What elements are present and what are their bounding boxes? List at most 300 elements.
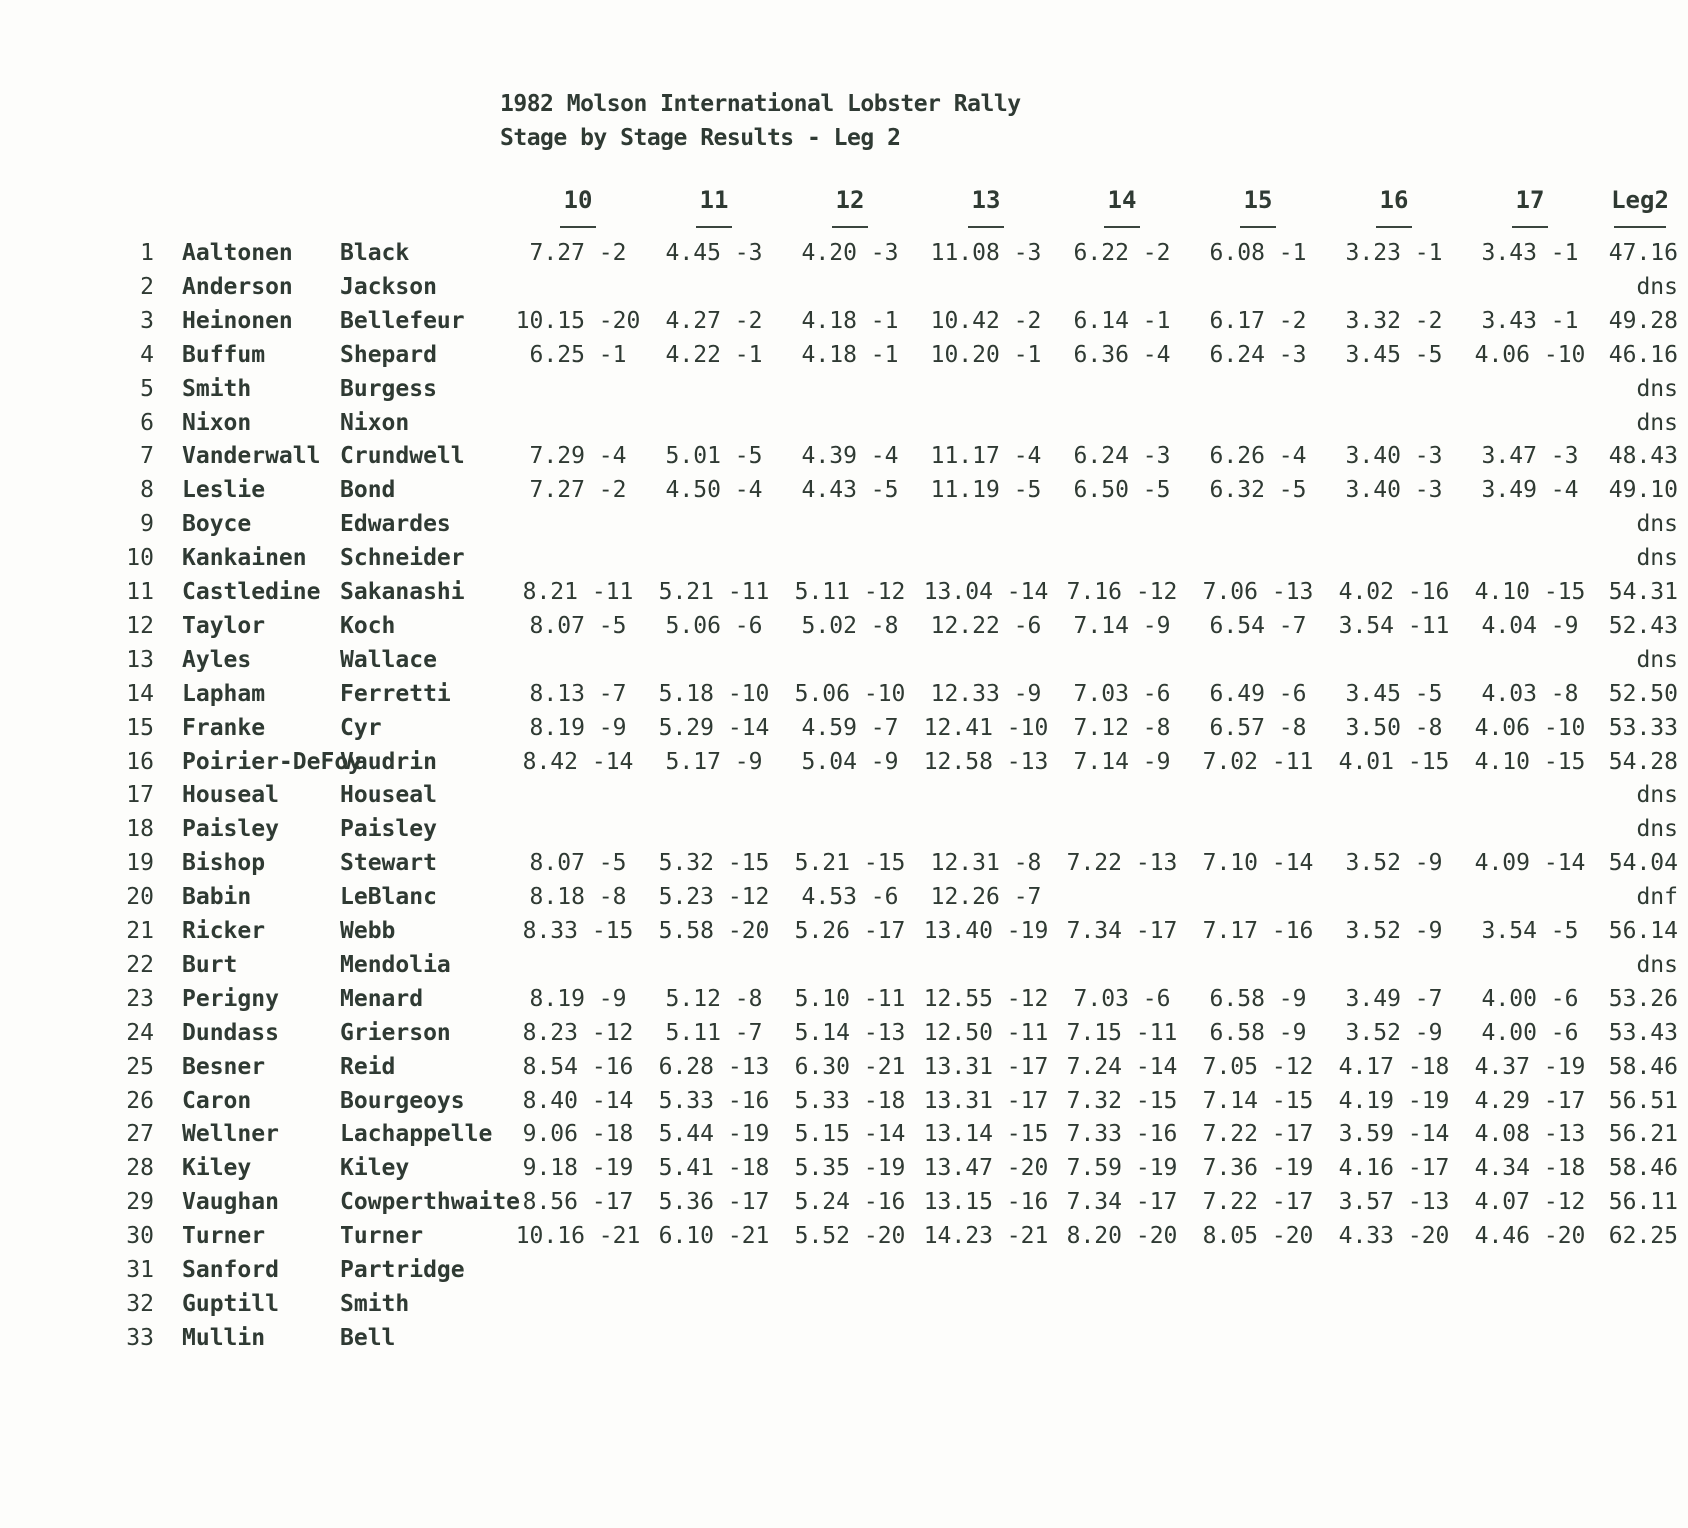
header-underline [968,226,1004,228]
stage-result: 10.15 -20 [515,308,641,334]
stage-result: 4.00 -6 [1481,1020,1579,1046]
stage-result: 5.44 -19 [658,1121,770,1147]
stage-result: 12.41 -10 [923,715,1049,741]
driver-name: Kiley [182,1155,252,1181]
stage-result: 6.50 -5 [1073,477,1171,503]
leg-total: 54.04 [1608,850,1678,876]
stage-result: 11.19 -5 [930,477,1042,503]
stage-result: 5.21 -15 [794,850,906,876]
stage-result: 9.06 -18 [522,1121,634,1147]
stage-result: 3.52 -9 [1345,918,1443,944]
stage-result: 5.11 -12 [794,579,906,605]
stage-result: 10.16 -21 [515,1223,641,1249]
driver-name: Burt [182,952,238,978]
stage-result: 3.52 -9 [1345,1020,1443,1046]
codriver-name: Houseal [340,782,437,808]
codriver-name: Sakanashi [340,579,465,605]
table-row [0,1219,1688,1253]
stage-result: 7.27 -2 [529,477,627,503]
stage-result: 5.58 -20 [658,918,770,944]
leg-total: 53.33 [1608,715,1678,741]
codriver-name: Turner [340,1223,424,1249]
codriver-name: LeBlanc [340,884,437,910]
leg-total: dns [1636,274,1678,300]
codriver-name: Koch [340,613,396,639]
stage-result: 5.04 -9 [801,749,899,775]
driver-name: Bishop [182,850,266,876]
table-row [0,236,1688,270]
stage-result: 7.03 -6 [1073,986,1171,1012]
codriver-name: Bourgeoys [340,1088,465,1114]
leg-total: 56.14 [1608,918,1678,944]
stage-result: 6.10 -21 [658,1223,770,1249]
header-underline [1614,226,1666,228]
stage-result: 7.05 -12 [1202,1054,1314,1080]
stage-header-label: 10 [563,186,593,214]
stage-result: 5.15 -14 [794,1121,906,1147]
driver-name: Franke [182,715,266,741]
stage-result: 4.08 -13 [1474,1121,1586,1147]
stage-result: 5.21 -11 [658,579,770,605]
stage-header-label: 11 [699,186,729,214]
stage-result: 8.07 -5 [529,613,627,639]
driver-name: Babin [182,884,252,910]
codriver-name: Ferretti [340,681,451,707]
leg-total: dns [1636,782,1678,808]
leg-total: 54.28 [1608,749,1678,775]
stage-result: 3.50 -8 [1345,715,1443,741]
stage-result: 6.22 -2 [1073,240,1171,266]
stage-result: 8.23 -12 [522,1020,634,1046]
stage-result: 7.15 -11 [1066,1020,1178,1046]
stage-result: 12.31 -8 [930,850,1042,876]
leg-total: 52.50 [1608,681,1678,707]
stage-header [644,186,784,228]
stage-result: 7.34 -17 [1066,918,1178,944]
stage-result: 4.59 -7 [801,715,899,741]
codriver-name: Webb [340,918,396,944]
stage-result: 6.08 -1 [1209,240,1307,266]
stage-result: 3.23 -1 [1345,240,1443,266]
driver-name: Heinonen [182,308,293,334]
car-number: 33 [126,1325,154,1351]
driver-name: Aaltonen [182,240,293,266]
stage-result: 3.54 -5 [1481,918,1579,944]
car-number: 20 [126,884,154,910]
leg-total: 53.43 [1608,1020,1678,1046]
car-number: 32 [126,1291,154,1317]
stage-result: 7.02 -11 [1202,749,1314,775]
car-number: 8 [140,477,154,503]
codriver-name: Paisley [340,816,437,842]
driver-name: Leslie [182,477,266,503]
leg-total: 46.16 [1608,342,1678,368]
stage-result: 6.49 -6 [1209,681,1307,707]
stage-result: 4.01 -15 [1338,749,1450,775]
stage-header-label: 16 [1379,186,1409,214]
table-row [0,1151,1688,1185]
stage-result: 12.33 -9 [930,681,1042,707]
stage-result: 6.57 -8 [1209,715,1307,741]
stage-result: 13.40 -19 [923,918,1049,944]
stage-result: 3.54 -11 [1338,613,1450,639]
stage-header-label: 14 [1107,186,1137,214]
leg-total: 62.25 [1608,1223,1678,1249]
stage-result: 7.27 -2 [529,240,627,266]
leg-total: dns [1636,410,1678,436]
stage-result: 7.34 -17 [1066,1189,1178,1215]
table-row [0,1016,1688,1050]
stage-result: 8.18 -8 [529,884,627,910]
codriver-name: Vaudrin [340,749,437,775]
stage-result: 4.18 -1 [801,342,899,368]
stage-result: 5.18 -10 [658,681,770,707]
leg-total: dns [1636,816,1678,842]
driver-name: Dundass [182,1020,279,1046]
header-underline [560,226,596,228]
stage-result: 7.06 -13 [1202,579,1314,605]
stage-header [508,186,648,228]
stage-result: 8.21 -11 [522,579,634,605]
stage-result: 7.10 -14 [1202,850,1314,876]
stage-result: 5.29 -14 [658,715,770,741]
car-number: 24 [126,1020,154,1046]
stage-result: 7.16 -12 [1066,579,1178,605]
table-row [0,541,1688,575]
driver-name: Perigny [182,986,279,1012]
stage-result: 7.36 -19 [1202,1155,1314,1181]
stage-result: 4.04 -9 [1481,613,1579,639]
car-number: 5 [140,376,154,402]
car-number: 15 [126,715,154,741]
table-row [0,1185,1688,1219]
stage-result: 4.43 -5 [801,477,899,503]
table-row [0,1050,1688,1084]
stage-result: 7.22 -17 [1202,1189,1314,1215]
driver-name: Poirier-DeFoy [182,749,363,775]
table-row [0,677,1688,711]
stage-result: 10.42 -2 [930,308,1042,334]
leg-total: 49.10 [1608,477,1678,503]
codriver-name: Partridge [340,1257,465,1283]
stage-result: 6.24 -3 [1073,443,1171,469]
stage-result: 8.13 -7 [529,681,627,707]
stage-result: 11.17 -4 [930,443,1042,469]
stage-result: 12.26 -7 [930,884,1042,910]
stage-result: 6.24 -3 [1209,342,1307,368]
car-number: 29 [126,1189,154,1215]
table-row [0,372,1688,406]
driver-name: Ayles [182,647,252,673]
stage-result: 3.47 -3 [1481,443,1579,469]
car-number: 22 [126,952,154,978]
stage-result: 5.01 -5 [665,443,763,469]
stage-result: 4.39 -4 [801,443,899,469]
stage-result: 13.31 -17 [923,1088,1049,1114]
codriver-name: Crundwell [340,443,465,469]
car-number: 21 [126,918,154,944]
stage-result: 3.40 -3 [1345,443,1443,469]
stage-result: 5.23 -12 [658,884,770,910]
codriver-name: Mendolia [340,952,451,978]
leg-total: 58.46 [1608,1155,1678,1181]
car-number: 2 [140,274,154,300]
leg-total: dnf [1636,884,1678,910]
stage-result: 4.34 -18 [1474,1155,1586,1181]
stage-result: 4.10 -15 [1474,579,1586,605]
stage-result: 4.27 -2 [665,308,763,334]
driver-name: Anderson [182,274,293,300]
stage-result: 5.26 -17 [794,918,906,944]
stage-result: 6.25 -1 [529,342,627,368]
stage-result: 13.15 -16 [923,1189,1049,1215]
codriver-name: Stewart [340,850,437,876]
stage-result: 3.40 -3 [1345,477,1443,503]
leg-total: 52.43 [1608,613,1678,639]
table-row [0,745,1688,779]
driver-name: Smith [182,376,252,402]
codriver-name: Smith [340,1291,410,1317]
leg-total: 58.46 [1608,1054,1678,1080]
stage-result: 7.59 -19 [1066,1155,1178,1181]
table-row [0,1084,1688,1118]
stage-result: 4.17 -18 [1338,1054,1450,1080]
stage-result: 13.31 -17 [923,1054,1049,1080]
stage-result: 8.20 -20 [1066,1223,1178,1249]
stage-result: 4.53 -6 [801,884,899,910]
table-row [0,880,1688,914]
header-underline [1376,226,1412,228]
stage-result: 6.54 -7 [1209,613,1307,639]
header-underline [696,226,732,228]
car-number: 28 [126,1155,154,1181]
stage-result: 4.19 -19 [1338,1088,1450,1114]
stage-header [1324,186,1464,228]
car-number: 23 [126,986,154,1012]
stage-result: 6.32 -5 [1209,477,1307,503]
table-row [0,439,1688,473]
driver-name: Taylor [182,613,266,639]
car-number: 4 [140,342,154,368]
document-title: 1982 Molson International Lobster Rally [500,91,1021,117]
leg-total: 53.26 [1608,986,1678,1012]
leg-total: 54.31 [1608,579,1678,605]
table-row [0,1253,1688,1287]
stage-result: 5.36 -17 [658,1189,770,1215]
header-underline [1240,226,1276,228]
driver-name: Paisley [182,816,279,842]
stage-result: 5.33 -18 [794,1088,906,1114]
table-row [0,948,1688,982]
codriver-name: Bell [340,1325,396,1351]
stage-result: 8.05 -20 [1202,1223,1314,1249]
car-number: 27 [126,1121,154,1147]
table-row [0,609,1688,643]
table-row [0,304,1688,338]
stage-result: 12.58 -13 [923,749,1049,775]
leg-total: 56.21 [1608,1121,1678,1147]
table-row [0,778,1688,812]
stage-result: 7.32 -15 [1066,1088,1178,1114]
car-number: 3 [140,308,154,334]
stage-result: 6.36 -4 [1073,342,1171,368]
stage-result: 7.17 -16 [1202,918,1314,944]
codriver-name: Wallace [340,647,437,673]
stage-result: 5.24 -16 [794,1189,906,1215]
stage-header [1052,186,1192,228]
car-number: 12 [126,613,154,639]
codriver-name: Schneider [340,545,465,571]
stage-result: 7.03 -6 [1073,681,1171,707]
car-number: 26 [126,1088,154,1114]
codriver-name: Cowperthwaite [340,1189,521,1215]
stage-result: 7.29 -4 [529,443,627,469]
stage-result: 4.06 -10 [1474,342,1586,368]
car-number: 19 [126,850,154,876]
stage-result: 6.26 -4 [1209,443,1307,469]
stage-result: 4.22 -1 [665,342,763,368]
stage-result: 12.22 -6 [930,613,1042,639]
table-row [0,1117,1688,1151]
stage-result: 8.19 -9 [529,986,627,1012]
stage-result: 8.56 -17 [522,1189,634,1215]
stage-result: 6.14 -1 [1073,308,1171,334]
driver-name: Nixon [182,410,252,436]
stage-result: 3.45 -5 [1345,342,1443,368]
stage-result: 8.07 -5 [529,850,627,876]
header-underline [1512,226,1548,228]
car-number: 9 [140,511,154,537]
stage-result: 8.33 -15 [522,918,634,944]
stage-result: 4.18 -1 [801,308,899,334]
stage-header [780,186,920,228]
stage-result: 5.14 -13 [794,1020,906,1046]
table-row [0,982,1688,1016]
stage-result: 3.43 -1 [1481,240,1579,266]
leg-total-header-label: Leg2 [1611,186,1669,214]
driver-name: Turner [182,1223,266,1249]
stage-result: 4.33 -20 [1338,1223,1450,1249]
stage-result: 9.18 -19 [522,1155,634,1181]
codriver-name: Bond [340,477,396,503]
stage-result: 4.50 -4 [665,477,763,503]
stage-result: 7.14 -9 [1073,613,1171,639]
stage-result: 5.17 -9 [665,749,763,775]
car-number: 13 [126,647,154,673]
stage-result: 3.32 -2 [1345,308,1443,334]
driver-name: Vanderwall [182,443,321,469]
driver-name: Kankainen [182,545,307,571]
stage-result: 7.12 -8 [1073,715,1171,741]
stage-result: 13.14 -15 [923,1121,1049,1147]
table-row [0,711,1688,745]
leg-total: dns [1636,511,1678,537]
stage-result: 12.55 -12 [923,986,1049,1012]
car-number: 1 [140,240,154,266]
codriver-name: Black [340,240,410,266]
stage-result: 7.24 -14 [1066,1054,1178,1080]
car-number: 14 [126,681,154,707]
leg-total: 49.28 [1608,308,1678,334]
codriver-name: Edwardes [340,511,451,537]
stage-result: 6.30 -21 [794,1054,906,1080]
table-row [0,643,1688,677]
driver-name: Caron [182,1088,252,1114]
stage-result: 14.23 -21 [923,1223,1049,1249]
driver-name: Guptill [182,1291,279,1317]
stage-result: 11.08 -3 [930,240,1042,266]
table-row [0,270,1688,304]
stage-result: 7.14 -9 [1073,749,1171,775]
leg-total: 48.43 [1608,443,1678,469]
header-underline [1104,226,1140,228]
stage-result: 4.29 -17 [1474,1088,1586,1114]
stage-result: 5.33 -16 [658,1088,770,1114]
driver-name: Sanford [182,1257,279,1283]
car-number: 11 [126,579,154,605]
stage-result: 4.45 -3 [665,240,763,266]
stage-result: 4.37 -19 [1474,1054,1586,1080]
document-subtitle: Stage by Stage Results - Leg 2 [500,125,901,151]
stage-result: 8.40 -14 [522,1088,634,1114]
car-number: 7 [140,443,154,469]
stage-result: 3.52 -9 [1345,850,1443,876]
stage-result: 3.49 -7 [1345,986,1443,1012]
table-row [0,1287,1688,1321]
leg-total-header [1600,186,1680,228]
stage-header-label: 12 [835,186,865,214]
driver-name: Vaughan [182,1189,279,1215]
stage-result: 7.14 -15 [1202,1088,1314,1114]
driver-name: Buffum [182,342,266,368]
car-number: 30 [126,1223,154,1249]
stage-result: 5.02 -8 [801,613,899,639]
codriver-name: Jackson [340,274,437,300]
stage-header [916,186,1056,228]
stage-result: 7.22 -13 [1066,850,1178,876]
codriver-name: Burgess [340,376,437,402]
driver-name: Wellner [182,1121,279,1147]
stage-result: 6.58 -9 [1209,986,1307,1012]
stage-result: 3.45 -5 [1345,681,1443,707]
codriver-name: Menard [340,986,424,1012]
stage-result: 8.19 -9 [529,715,627,741]
leg-total: 56.51 [1608,1088,1678,1114]
codriver-name: Nixon [340,410,410,436]
table-row [0,473,1688,507]
stage-result: 5.12 -8 [665,986,763,1012]
stage-result: 8.42 -14 [522,749,634,775]
leg-total: dns [1636,545,1678,571]
stage-result: 4.06 -10 [1474,715,1586,741]
table-row [0,812,1688,846]
driver-name: Mullin [182,1325,266,1351]
car-number: 25 [126,1054,154,1080]
stage-result: 4.02 -16 [1338,579,1450,605]
stage-result: 3.59 -14 [1338,1121,1450,1147]
stage-result: 12.50 -11 [923,1020,1049,1046]
stage-result: 4.09 -14 [1474,850,1586,876]
codriver-name: Bellefeur [340,308,465,334]
stage-header [1188,186,1328,228]
header-underline [832,226,868,228]
codriver-name: Lachappelle [340,1121,493,1147]
stage-result: 4.00 -6 [1481,986,1579,1012]
car-number: 6 [140,410,154,436]
stage-result: 7.22 -17 [1202,1121,1314,1147]
stage-result: 10.20 -1 [930,342,1042,368]
stage-result: 13.47 -20 [923,1155,1049,1181]
